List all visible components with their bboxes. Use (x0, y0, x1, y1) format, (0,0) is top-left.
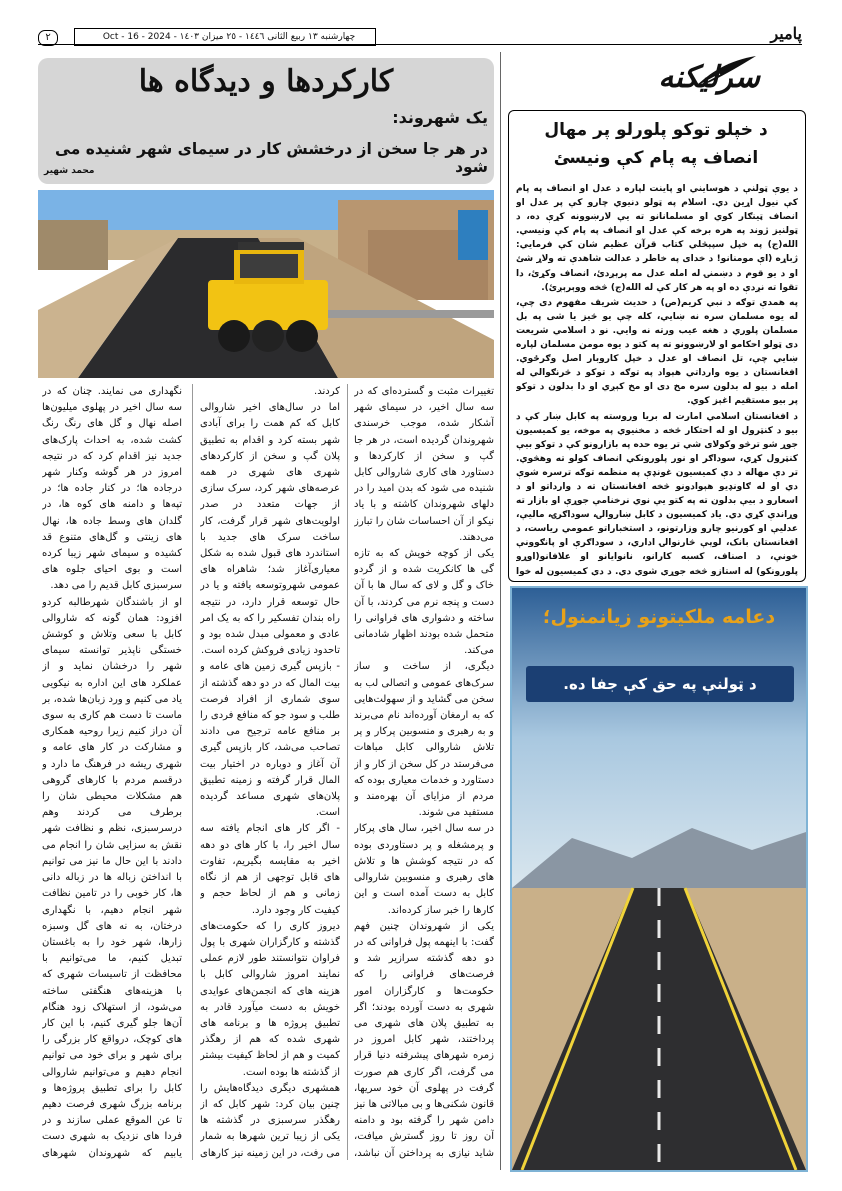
article-paragraph: همشهری دیگری دیدگاه‌هایش را چنین بیان کرد: شهر کابل که از رهگذر سرسبزی در گذشته ها یکی از زیبا ترین شهرها به شمار می رفت، در این زمینه نیز کارهای (200, 1082, 340, 1159)
article-column-1 (354, 384, 494, 1164)
editorial-paragraph: د یوې ټولنې د هوسایني او پاینت لپاره د عدل او انصاف په پام کې نیول اړین دي. اسلام په ټولو دنیوي چارو کې پر عدل او انصاف ټینګار کوي او مسلمانانو ته یې لارښوونه کړې ده، د ټولنیز ژوند په هره برخه کې عدل او انصاف په پام کې ونیسي. الله(ج) په خپل سپېڅلي کتاب قرآن عظیم شان کې فرمایي: ژباړه (اې مومنانو! د خدای په خاطر د عدالت شاهدې ته ولاړ شئ او د یو قوم د دښمنۍ له امله عدل مه پرېږدئ، انصاف وکړئ، دا تقوا ته نږدې ده او په هر کار کې له الله(ج) څخه ووېرېږئ). (516, 184, 798, 293)
article-paragraph: اما در سال‌های اخیر شاروالی کابل که کم همت را برای آبادی شهر بسته کرد و اقدام به تطبیق پلان گپ و سخن از کارکردهای شهری های شهری در همه عرصه‌های شهر کرد، سرک سازی از جهات متعدد در صدر اولویت‌های شهر قرار گرفت، کار ساخت سرک های جدید با استاندرد های قبول شده به شکل معیاری‌آغاز شد؛ شاهراه های عمومی شهروتوسعه یافته و یا در حال توسعه قرار دارد، در نتیجه راه بندان تفسکیر را که به یک امر عادی و معمولی مبدل شده بود و تاحدود زیادی فروکش کرده است. (200, 402, 340, 657)
article-title: کارکردها و دیدگاه ها (138, 64, 394, 99)
column-rule (347, 384, 348, 1160)
article-column-2 (200, 384, 340, 1164)
page-number: ٢ (38, 30, 58, 46)
article-paragraph: یکی از کوچه خویش که به تازه گی ها کانکریت شده و از گردو خاک و گل و لای که سال ها با آن دست و پنجه نرم می کردند، با آن ساخته و دشواری های فراوانی را متحمل شده بودند اظهار شادمانی می‌کند. (354, 548, 494, 657)
ad-subtitle: د ټولنې په حق کې جفا ده. (526, 666, 794, 702)
article-paragraph: تغییرات مثبت و گسترده‌ای که در سه سال اخیر، در سیمای شهر آشکار شده، موجب خرسندی شهروندان گردیده است، در هر جا گپ و سخن از کارکردها و دستاورد های کاری شاروالی کابل شنیده می شود که بدن امید را در دلهای شهروندان کاشته و با یاد نیکو از آن احساسات شان را تبارز می‌دهند. (354, 386, 494, 543)
issue-date-en: Oct - 16 - 2024 (102, 32, 171, 42)
issue-date-local: چهارشنبه ١٣ ربیع الثانی ١٤٤٦ - ٢٥ میزان ١٤٠٣ - (173, 32, 356, 42)
article-paragraph: کردند. (314, 386, 340, 397)
article-paragraph: - اگر کار های انجام یافته سه سال اخیر را، با کار های دو دهه اخیر به مقایسه بگیریم، تفاوت های قابل توجهی از هم از نگاه زمانی و هم از لحاظ حجم و کیفیت کار وجود دارد. (200, 823, 340, 916)
column-rule (192, 384, 193, 1160)
editorial-masthead: سرلیکنه (658, 60, 760, 95)
article-kicker: یک شهروند: (392, 108, 488, 127)
article-paragraph: - بازپس گیری زمین های عامه و بیت المال که در دو دهه گذشته از سوی شماری از افراد فرصت طلب و سود جو که منافع فردی را بر منافع عامه ترجیح می دادند تصاحب می‌شد، کار بازپس گیری آن آغاز و دوباره در اختیار بیت المال قرار گرفته و زمینه تطبیق پلان‌های شهری مساعد گردیده است. (200, 661, 340, 819)
article-paragraph: او از باشندگان شهرطالبه کردو افزود: همان گونه که شاروالی کابل با سعی وتلاش و کوشش خستگی ناپذیر توانسته سیمای شهر را درخشان نماید و از عملکرد های این اداره به نیکویی یاد می کنیم و ورد زبان‌ها شده، بر ماست تا دست هم کاری به سوی آن دراز کنیم زیرا روحیه همکاری و مشارکت در کار های عامه و شهری ریشه در فرهنگ ما دارد و درقسم مردم با کارهای گروهی هم مشکلات محیطی شان را برطرف می کردند وهم درسرسبزی، نظم و نظافت شهر نقش به سزایی شان را انجام می دادند با این حال ما نیز می توانیم با انداختن زباله ها در زباله دانی ها، کار خوبی را در تامین نظافت شهر انجام دهیم، با نگهداری درختان، به نه های گل وسبزه زارها، شهر خود را به باغستان تبدیل کنیم، ما می‌توانیم با محافظت از تاسیسات شهری که با هزینه‌های هنگفتی ساخته می‌شود، از استهلاک زود هنگام آن‌ها جلو گیری کنیم، با این کار های کوچک، درواقع کار بزرگی را برای شهر و برای خود می توانیم انجام دهیم و می‌توانیم شاروالی کابل را برای تطبیق پروژه‌ها و برنامه بزرگ شهری فرصت دهیم تا عن الموقع عملی سازند و در فردا های نزدیک به شهری دست یابیم که شهروندان شهرهای (42, 596, 182, 1159)
article-column-3 (42, 384, 182, 1164)
article-paragraph: دیروز کاری را که حکومت‌های گذشته و کارگزاران شهری با پول فراوان نتوانستند طور لازم عملی نمایند امروز شاروالی کابل با هزینه های که انجمن‌های عوایدی خویش به دست میآورد قادر به تطبیق پروژه ها و برنامه های شهری شده که هم از رهگذر کمیت و هم از لحاظ کیفیت بیشتر از گذشته ها بوده است. (200, 920, 340, 1078)
article-paragraph: یکی از شهروندان چنین فهم گفت: با اینهمه پول فراوانی که در دو دهه گذشته سرازیر شد و فرصت‌های فراوانی را که حکومت‌ها و کارگزاران امور شهری به دست آورده بودند؛ اگر به تطبیق پلان های شهری می پرداختند، شهر کابل امروز در زمره شهرهای پیشرفته دنیا قرار می گرفت، اگر کاری هم صورت گرفت در پهلوی آن خود سریها، قانون شکنی‌ها و بی مبالاتی ها نیز دامن شهر را گرفته بود و دامنه آن روز تا روز گسترش میافت، شاید نیازی به پرداختن آن نباشد، (354, 920, 494, 1159)
ad-title: دعامه ملکیتونو زیانمنول؛ (542, 606, 776, 628)
editorial-paragraph: د افغانستان اسلامي امارت له بریا وروسته په کابل ښار کې د بیو د کنټرول او له احتکار څخه د مخنیوي په موخه، یو کمیسیون جوړ شو ترڅو وکولای شي تر یوه حده په بازارونو کې د توکو بیې کنټرول کړي، سوداګر او نور پلورونکي انصاف کولو ته وهڅوي. تر دې مهاله د دې کمیسیون غونډې په منظمه توګه ترسره شوې دي او له ګاونډیو هېوادونو څخه افغانستان ته د وارداتو او د اسعارو د بیې بدلون ته په کتو یې نوي نرخنامې جوړې او بازار ته وړاندې کړي دي. یاد کمیسیون د کابل ښاروالۍ، سوداګرۍ، مالیې، عدلیې او کورنیو چارو وزارتونو، د استخباراتو عمومي ریاست، د افغانستان بانک، لوېې څارنوالۍ اداري، د سوداګرې او پانګوونې خونې، د اصناف، کسبه کارانو، نانوایانو او علافانو(اوړو پلورونکو) له استازو څخه جوړې شوې دي. د دې کمیسیون له خوا (516, 411, 798, 576)
article-paragraph: دیگری، از ساخت و ساز سرک‌های عمومی و اتصالی لب به سخن می گشاید و از سهولت‌هایی که به ارمغان آورده‌اند نام می‌برند و به رهبری و منسوبین پرکار و پر تلاش شاروالی کابل مباهات می‌فرستد در کل سخن از کار و از دستاورد و خدمات معیاری بوده که مردم از مزایای آن بهره‌مند و مستفید می شوند. (354, 661, 494, 819)
column-divider (500, 52, 501, 1170)
editorial-body (516, 182, 798, 576)
editorial-title: د خپلو توکو پلورلو پر مهال انصاف په پام کې ونیسئ (544, 120, 768, 168)
article-subhead: در هر جا سخن از درخشش کار در سیمای شهر شنیده می شود (55, 140, 488, 176)
road-roller-photo (38, 190, 494, 378)
article-paragraph: در سه سال اخیر، سال های پرکار و پرمشغله و پر دستاوردی بوده که در نتیجه کوشش ها و تلاش های رهبری و منسوبین شاروالی کابل به دست آمده است و این کارها را خبر ساز کرده‌اند. (354, 823, 494, 916)
header-rule (38, 44, 802, 45)
newspaper-brand: پامیر (770, 24, 802, 43)
article-paragraph: نگهداری می نمایند. چنان که در سه سال اخیر در پهلوی میلیون‌ها اصله نهال و گل های رنگ رنگ کشت شده، به احداث پارک‌های جدید نیز اقدام کرد که در نتیجه امروز در هر گوشه وکنار شهر درجاده ها؛ در کنار جاده ها؛ در تپه‌ها و دامنه های کوه ها، در گلدان های وسط جاده ها، نهال های زینتی و گل‌های متنوع قد کشیده و سیمای شهر زیبا کرده است و بوی احیای جلوه های سرسبزی کابل قدیم را می دهد. (42, 386, 182, 592)
editorial-paragraph: په همدې توګه د نبي کریم(ص) د حدیث شریف مفهوم دی چې، له یوه مسلمان سره نه ښایي، کله چې یو څیز یا شی په بل مسلمان پلوري د هغه عیب ورته نه وایي. نو د اسلامي شریعت دی ټولو احکامو او لارښوونو ته په کتو د یوه مومن مسلمان لپاره ښایي چې، تل انصاف او عدل د خپل کاروبار اصل وګرځوي. افغانستان د یوه وارداتي هېواد په توګه د توکو د څرنګوالي له امله د بیو له بدلون سره مخ دی او مخ کېږي او دا بدلون د توکو پر بیو مستقیم اغېز کوي. (516, 297, 798, 407)
public-notice-ad (510, 586, 808, 1172)
article-byline: محمد شهیر (44, 166, 95, 176)
